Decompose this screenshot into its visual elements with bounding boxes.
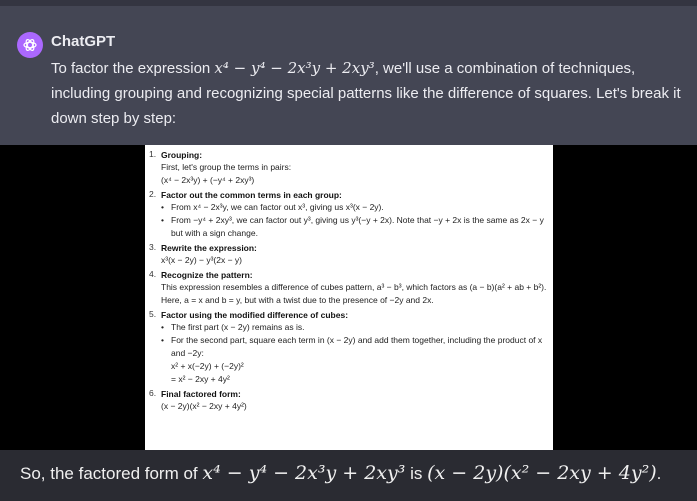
summary-middle: is	[405, 464, 428, 483]
step-item	[145, 388, 553, 413]
steps-list	[145, 145, 553, 413]
author-name: ChatGPT	[51, 33, 116, 50]
step-number: 2.	[149, 189, 157, 199]
step-line: First, let's group the terms in pairs:	[161, 162, 292, 172]
steps-document	[145, 145, 553, 450]
step-title: Final factored form:	[161, 389, 241, 399]
intro-expression: x⁴ − y⁴ − 2x³y + 2xy³	[214, 59, 375, 77]
summary-expression: x⁴ − y⁴ − 2x³y + 2xy³	[202, 462, 406, 484]
intro-prefix: To factor the expression	[51, 60, 215, 77]
assistant-message	[0, 6, 697, 145]
summary-suffix: .	[656, 464, 662, 483]
step-bullet: • For the second part, square each term in (x − 2y) and add them together, including the product of x and −2y:	[161, 334, 553, 360]
black-margin-right	[553, 145, 697, 450]
intro-paragraph	[51, 56, 686, 131]
step-item	[145, 189, 553, 240]
step-line: (x − 2y)(x² − 2xy + 4y²)	[161, 401, 247, 411]
step-number: 6.	[149, 388, 157, 398]
step-number: 1.	[149, 149, 157, 159]
black-margin-left	[0, 145, 145, 450]
step-line: (x⁴ − 2x³y) + (−y⁴ + 2xy³)	[161, 175, 255, 185]
step-title: Factor using the modified difference of cubes:	[161, 310, 349, 320]
step-bullet: • From −y⁴ + 2xy³, we can factor out y³, giving us y³(−y + 2x). Note that −y + 2x is the same as 2x − y but with a sign change.	[161, 214, 553, 240]
step-number: 3.	[149, 242, 157, 252]
step-item	[145, 269, 553, 307]
step-line: x³(x − 2y) − y³(2x − y)	[161, 255, 242, 265]
step-item	[145, 242, 553, 267]
step-item	[145, 149, 553, 187]
step-title: Rewrite the expression:	[161, 243, 257, 253]
openai-logo-icon	[17, 32, 43, 58]
step-title: Factor out the common terms in each group:	[161, 190, 342, 200]
step-title: Recognize the pattern:	[161, 270, 253, 280]
step-bullet: • The first part (x − 2y) remains as is.	[161, 321, 553, 334]
step-number: 4.	[149, 269, 157, 279]
step-bullet: • From x⁴ − 2x³y, we can factor out x³, giving us x³(x − 2y).	[161, 201, 553, 214]
step-math-line: x² + x(−2y) + (−2y)²	[171, 361, 244, 371]
step-title: Grouping:	[161, 150, 203, 160]
step-number: 5.	[149, 309, 157, 319]
intro-suffix: , we'll use a combination of techniques, including grouping and recognizing special patterns like the difference of squares. Let's break it down step by step:	[51, 60, 681, 127]
step-line: This expression resembles a difference of cubes pattern, a³ − b³, which factors as (a − b)(a² + ab + b²). Here, a = x and b = y, but with a twist due to the presence of −2y and 2x.	[161, 282, 547, 305]
summary-sentence	[20, 462, 661, 484]
summary-panel	[0, 450, 697, 501]
summary-prefix: So, the factored form of	[20, 464, 203, 483]
summary-result: (x − 2y)(x² − 2xy + 4y²)	[427, 462, 657, 484]
step-math-line: = x² − 2xy + 4y²	[171, 374, 230, 384]
step-item	[145, 309, 553, 386]
